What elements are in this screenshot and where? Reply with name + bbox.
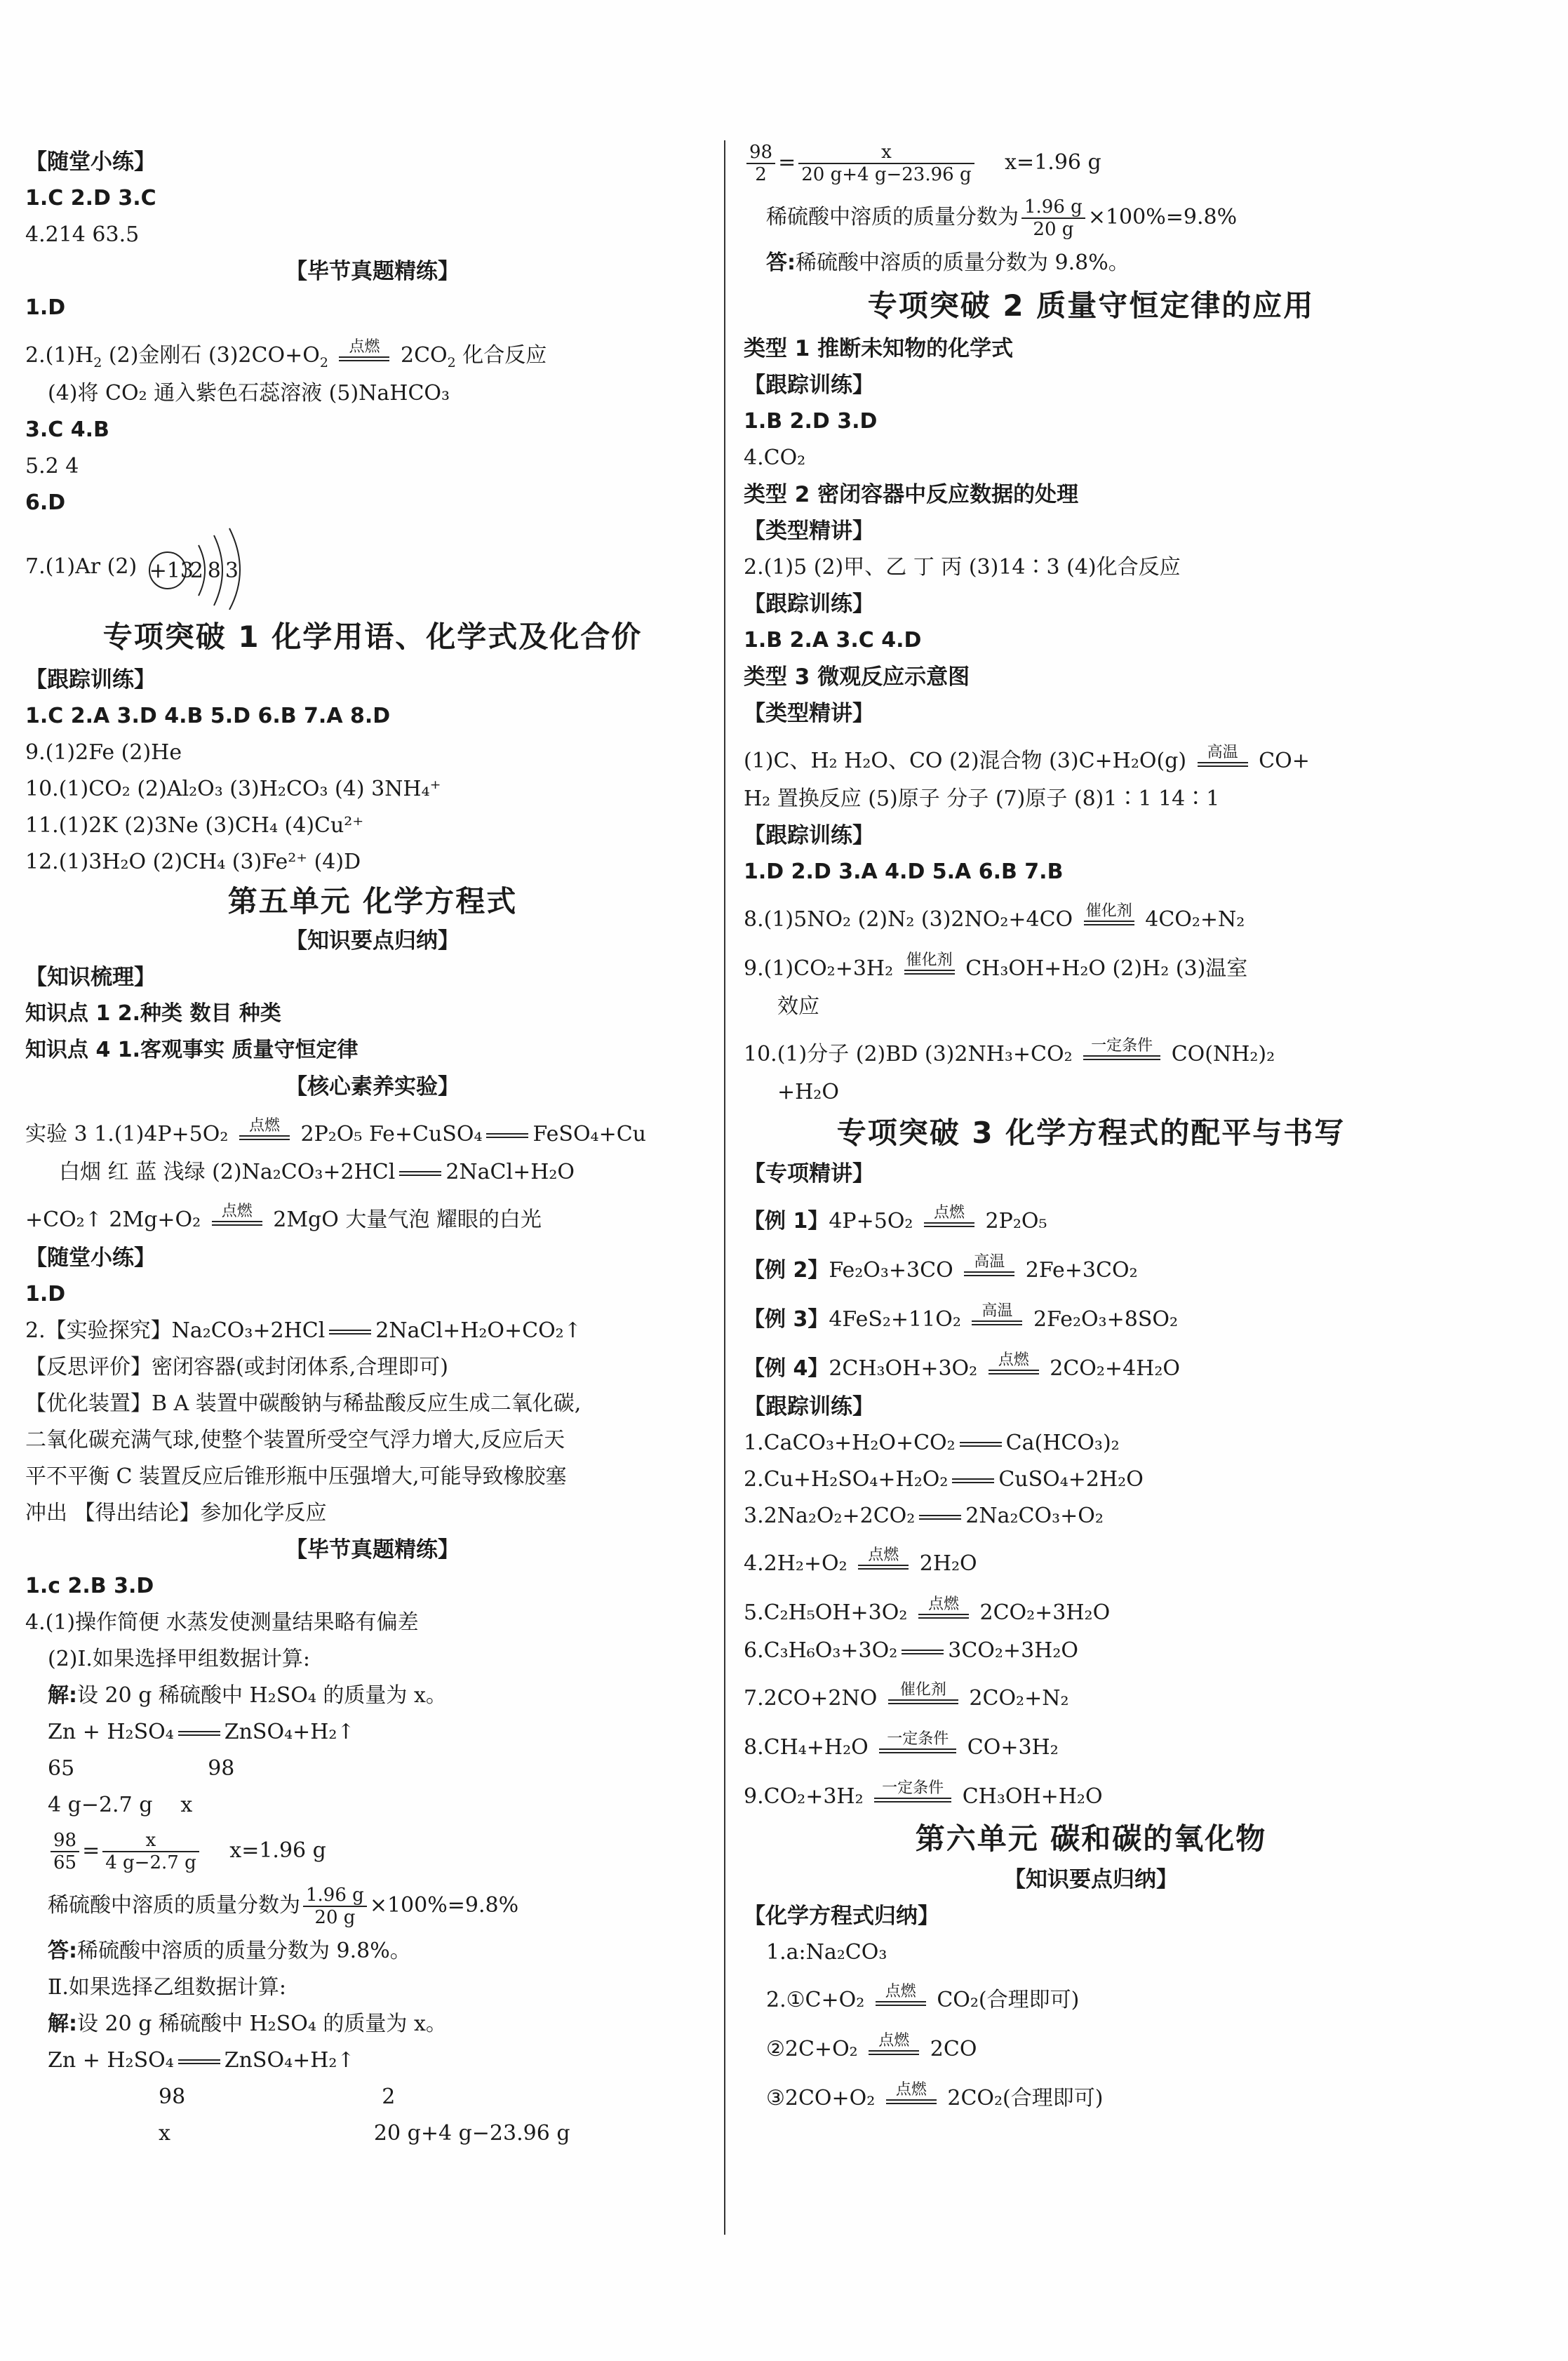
answer-line: 1.c 2.B 3.D (25, 1574, 154, 1598)
equation-line: 8.CH₄+H₂O 一定条件 CO+3H₂ (744, 1730, 1059, 1760)
section-heading: 【专项精讲】 (744, 1161, 874, 1186)
reaction-condition: 高温 (964, 1253, 1014, 1276)
answer-line: 8.(1)5NO₂ (2)N₂ (3)2NO₂+4CO 催化剂 4CO₂+N₂ (744, 902, 1245, 932)
answer-line: 4.214 63.5 (25, 222, 140, 247)
answer-line: 解:设 20 g 稀硫酸中 H₂SO₄ 的质量为 x。 (48, 2012, 447, 2036)
section-title: 专项突破 3 化学方程式的配平与书写 (836, 1116, 1346, 1150)
answer-line: 冲出 【得出结论】参加化学反应 (25, 1501, 327, 1525)
answer-line: 10.(1)CO₂ (2)Al₂O₃ (3)H₂CO₃ (4) 3NH₄⁺ (25, 777, 441, 801)
answer-line: 知识点 4 1.客观事实 质量守恒定律 (25, 1038, 359, 1062)
example-line: 【例 1】4P+5O₂ 点燃 2P₂O₅ (744, 1203, 1047, 1233)
equation-line: 7.2CO+2NO 催化剂 2CO₂+N₂ (744, 1680, 1069, 1711)
reaction-condition: 点燃 (876, 1983, 926, 2006)
answer-line: 稀硫酸中溶质的质量分数为 $\frac{1.96 g}{20 g}$ ×100%=9.8% (766, 196, 1238, 240)
fraction: $\frac{1.96 g}{20 g}$ (1021, 196, 1085, 240)
reaction-condition: 高温 (1198, 744, 1248, 767)
column-divider (724, 140, 725, 2235)
reaction-condition: 高温 (972, 1302, 1022, 1325)
equation-line: ②2C+O₂ 点燃 2CO (766, 2031, 977, 2061)
equation-line: 9.CO₂+3H₂ 一定条件 CH₃OH+H₂O (744, 1779, 1103, 1809)
atom-structure-diagram (144, 526, 270, 610)
answer-line: 2.【实验探究】Na₂CO₃+2HCl 2NaCl+H₂O+CO₂↑ (25, 1318, 582, 1343)
reaction-condition: 点燃 (339, 338, 389, 361)
equation-line: Zn + H₂SO₄ ZnSO₄+H₂↑ (48, 2048, 355, 2073)
fraction: $\frac{1.96 g}{20 g}$ (303, 1885, 367, 1928)
section-heading: 【跟踪训练】 (744, 1394, 874, 1419)
answer-line: +CO₂↑ 2Mg+O₂ 点燃 2MgO 大量气泡 耀眼的白光 (25, 1202, 542, 1232)
right-column (744, 144, 1438, 2118)
equation-line: 65 98 (48, 1756, 235, 1781)
reaction-condition: 点燃 (886, 2081, 937, 2104)
equation-line: 5.C₂H₅OH+3O₂ 点燃 2CO₂+3H₂O (744, 1595, 1111, 1625)
answer-line: 平不平衡 C 装置反应后锥形瓶中压强增大,可能导致橡胶塞 (25, 1464, 567, 1489)
section-heading: 【化学方程式归纳】 (744, 1904, 939, 1929)
section-heading: 【类型精讲】 (744, 519, 874, 544)
answer-line: 1.B 2.A 3.C 4.D (744, 628, 922, 653)
example-line: 【例 2】Fe₂O₃+3CO 高温 2Fe+3CO₂ (744, 1252, 1138, 1283)
fraction: $\frac{98}{65}$ (51, 1830, 79, 1873)
example-line: 【例 4】2CH₃OH+3O₂ 点燃 2CO₂+4H₂O (744, 1351, 1180, 1381)
answer-line: 1.D (25, 1282, 66, 1306)
answer-line: H₂ 置换反应 (5)原子 分子 (7)原子 (8)1∶1 14∶1 (744, 787, 1220, 811)
answer-line: 稀硫酸中溶质的质量分数为 $\frac{1.96 g}{20 g}$ ×100%=9.8% (48, 1885, 519, 1928)
section-heading: 【随堂小练】 (25, 1245, 156, 1271)
answer-line: +H₂O (777, 1080, 839, 1104)
section-heading: 【跟踪训练】 (744, 591, 874, 617)
answer-line: 【反思评价】密闭容器(或封闭体系,合理即可) (25, 1355, 448, 1379)
section-heading: 类型 1 推断未知物的化学式 (744, 336, 1014, 361)
equation-line: 6.C₃H₆O₃+3O₂ 3CO₂+3H₂O (744, 1638, 1078, 1663)
answer-line: (2)Ⅰ.如果选择甲组数据计算: (48, 1647, 310, 1671)
answer-line: $2.(1)H_2$ (2)金刚石 $(3)2CO+O_2$ 点燃 $2CO_2$ 化合反应 (25, 337, 547, 370)
answer-line: 答:稀硫酸中溶质的质量分数为 9.8%。 (766, 250, 1130, 275)
left-column (25, 144, 720, 2152)
reaction-condition: 催化剂 (1084, 902, 1134, 925)
answer-line: (1)C、H₂ H₂O、CO (2)混合物 (3)C+H₂O(g) 高温 CO+ (744, 743, 1310, 773)
answer-line: 【优化装置】B A 装置中碳酸钠与稀盐酸反应生成二氧化碳, (25, 1391, 582, 1416)
equation-line: 2.Cu+H₂SO₄+H₂O₂ CuSO₄+2H₂O (744, 1467, 1144, 1492)
reaction-condition: 一定条件 (1083, 1037, 1160, 1060)
answer-line: 知识点 1 2.种类 数目 种类 (25, 1001, 281, 1026)
section-heading: 【跟踪训练】 (744, 373, 874, 398)
section-heading: 【跟踪训练】 (744, 823, 874, 848)
equation-line: $\frac{98}{65}$ = $\frac{x}{4 g-2.7 g}$ x=1.96 g (25, 1824, 720, 1878)
answer-line: 1.D 2.D 3.A 4.D 5.A 6.B 7.B (744, 860, 1064, 884)
equation-line: 4 g−2.7 g x (48, 1793, 193, 1817)
answer-line: 11.(1)2K (2)3Ne (3)CH₄ (4)Cu²⁺ (25, 813, 364, 838)
fraction: $\frac{x}{20 g+4 g-23.96 g}$ (798, 142, 974, 185)
section-heading: 【知识要点归纳】 (286, 928, 460, 954)
equation-line: $\frac{98}{2}$ = $\frac{x}{20 g+4 g-23.96 g}$ x=1.96 g (744, 135, 1438, 190)
reaction-condition: 点燃 (869, 2032, 919, 2055)
reaction-condition: 点燃 (212, 1203, 262, 1226)
answer-line: 10.(1)分子 (2)BD (3)2NH₃+CO₂ 一定条件 CO(NH₂)₂ (744, 1036, 1275, 1066)
section-heading: 【毕节真题精练】 (286, 259, 460, 284)
answer-line: 效应 (777, 994, 819, 1019)
unit-title: 第五单元 化学方程式 (227, 884, 518, 918)
reaction-condition: 催化剂 (904, 951, 955, 975)
answer-line: 4.(1)操作简便 水蒸发使测量结果略有偏差 (25, 1610, 419, 1635)
atom-nucleus-charge: +13 (149, 559, 194, 583)
section-heading: 【类型精讲】 (744, 701, 874, 726)
section-heading: 【跟踪训练】 (25, 667, 156, 693)
answer-line: 二氧化碳充满气球,使整个装置所受空气浮力增大,反应后天 (25, 1428, 565, 1452)
equation-line: 4.2H₂+O₂ 点燃 2H₂O (744, 1546, 977, 1576)
section-heading: 【知识要点归纳】 (1004, 1867, 1178, 1892)
reaction-condition: 点燃 (924, 1204, 974, 1227)
reaction-condition: 点燃 (918, 1596, 969, 1619)
equation-line: 1.CaCO₃+H₂O+CO₂ Ca(HCO₃)₂ (744, 1431, 1120, 1455)
answer-line: 1.C 2.D 3.C (25, 186, 156, 210)
answer-line: 4.CO₂ (744, 446, 806, 470)
answer-line: 9.(1)2Fe (2)He (25, 740, 182, 765)
atom-shell-electrons: 283 (189, 559, 243, 583)
answer-line: (4)将 CO₂ 通入紫色石蕊溶液 (5)NaHCO₃ (48, 381, 450, 406)
section-heading: 【毕节真题精练】 (286, 1537, 460, 1563)
section-title: 专项突破 2 质量守恒定律的应用 (867, 288, 1315, 323)
answer-line: 1.B 2.D 3.D (744, 409, 878, 434)
answer-line: 1.C 2.A 3.D 4.B 5.D 6.B 7.A 8.D (25, 704, 391, 728)
answer-line: 1.D (25, 295, 66, 320)
answer-line: 7.(1)Ar (2) +13 283 (25, 521, 720, 613)
section-heading: 类型 3 微观反应示意图 (744, 664, 970, 690)
section-heading: 【知识梳理】 (25, 965, 156, 990)
answer-line: 5.2 4 (25, 454, 79, 479)
answer-line: 2.(1)5 (2)甲、乙 丁 丙 (3)14∶3 (4)化合反应 (744, 555, 1181, 580)
answer-line: 12.(1)3H₂O (2)CH₄ (3)Fe²⁺ (4)D (25, 850, 361, 874)
answer-line: 3.C 4.B (25, 417, 109, 442)
equation-line: ③2CO+O₂ 点燃 2CO₂(合理即可) (766, 2080, 1104, 2111)
equation-line: 98 2 (159, 2085, 396, 2109)
answer-line: 9.(1)CO₂+3H₂ 催化剂 CH₃OH+H₂O (2)H₂ (3)温室 (744, 951, 1248, 981)
reaction-condition: 一定条件 (879, 1730, 956, 1753)
section-heading: 【核心素养实验】 (286, 1074, 460, 1099)
section-title: 专项突破 1 化学用语、化学式及化合价 (102, 620, 643, 654)
example-line: 【例 3】4FeS₂+11O₂ 高温 2Fe₂O₃+8SO₂ (744, 1302, 1179, 1332)
reaction-condition: 一定条件 (874, 1779, 951, 1802)
fraction: $\frac{98}{2}$ (746, 142, 775, 185)
reaction-condition: 点燃 (239, 1117, 290, 1140)
section-heading: 类型 2 密闭容器中反应数据的处理 (744, 482, 1079, 507)
equation-line: Zn + H₂SO₄ ZnSO₄+H₂↑ (48, 1720, 355, 1744)
equation-line: 3.2Na₂O₂+2CO₂ 2Na₂CO₃+O₂ (744, 1504, 1104, 1528)
reaction-condition: 点燃 (858, 1546, 909, 1570)
fraction: $\frac{x}{4 g-2.7 g}$ (102, 1830, 199, 1873)
unit-title: 第六单元 碳和碳的氧化物 (915, 1821, 1267, 1856)
answer-line: Ⅱ.如果选择乙组数据计算: (48, 1975, 287, 2000)
reaction-condition: 点燃 (989, 1351, 1039, 1375)
answer-line: 6.D (25, 490, 66, 515)
equation-line: 2.①C+O₂ 点燃 CO₂(合理即可) (766, 1982, 1080, 2012)
answer-line: 实验 3 1.(1)4P+5O₂ 点燃 2P₂O₅ Fe+CuSO₄ FeSO₄+Cu (25, 1116, 646, 1146)
answer-line: 1.a:Na₂CO₃ (766, 1940, 887, 1965)
section-heading: 【随堂小练】 (25, 149, 156, 175)
answer-line: 白烟 红 蓝 浅绿 (2)Na₂CO₃+2HCl 2NaCl+H₂O (59, 1160, 575, 1184)
answer-line: 解:设 20 g 稀硫酸中 H₂SO₄ 的质量为 x。 (48, 1683, 447, 1708)
equation-line: x 20 g+4 g−23.96 g (159, 2121, 570, 2146)
answer-line: 答:稀硫酸中溶质的质量分数为 9.8%。 (48, 1939, 411, 1963)
reaction-condition: 催化剂 (888, 1681, 958, 1704)
